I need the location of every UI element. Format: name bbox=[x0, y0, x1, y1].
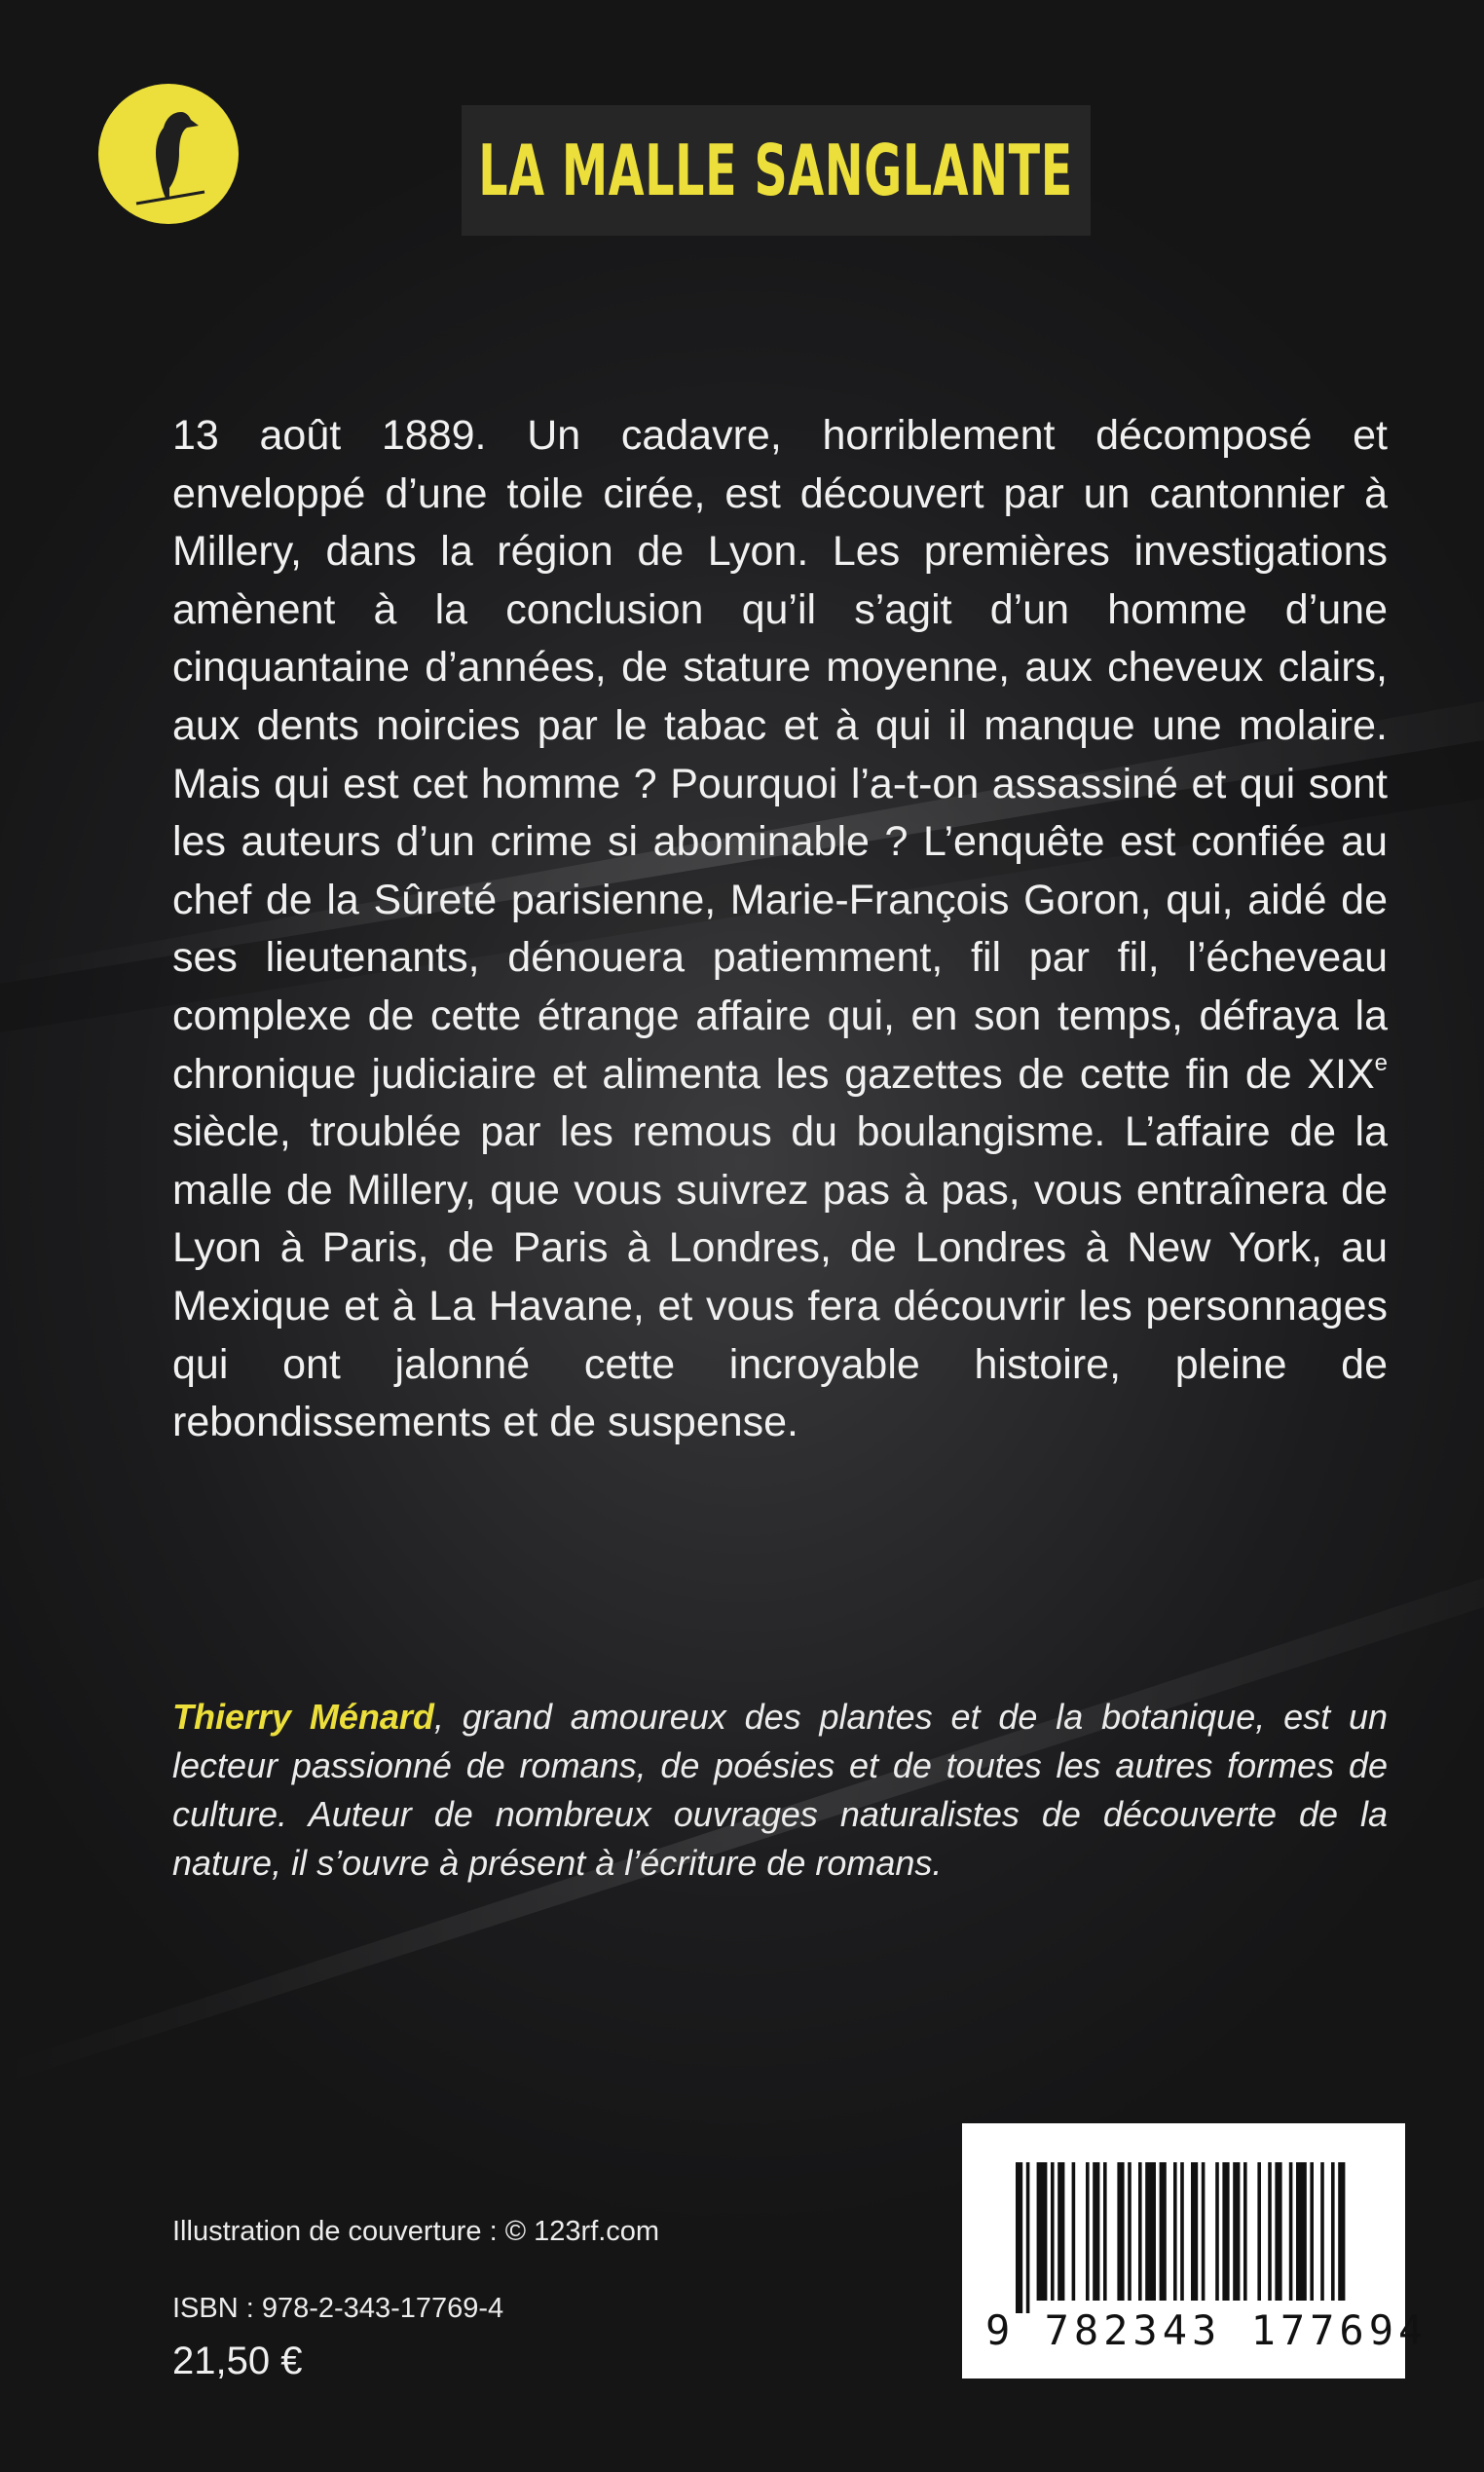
author-bio bbox=[172, 1693, 1388, 1888]
barcode-bar bbox=[1296, 2162, 1307, 2301]
barcode-bar bbox=[1145, 2162, 1156, 2301]
barcode-bar bbox=[1202, 2162, 1206, 2301]
barcode-bar bbox=[1289, 2162, 1293, 2301]
barcode-bar bbox=[1016, 2162, 1022, 2313]
title-banner bbox=[462, 105, 1091, 236]
barcode-bar bbox=[1310, 2162, 1314, 2301]
price: 21,50 € bbox=[172, 2340, 303, 2382]
barcode-bar bbox=[1331, 2162, 1335, 2301]
summary-part-2: siècle, troublée par les remous du boulangisme. L’affaire de la malle de Millery, que vous suivrez pas à pas, vous entraînera de Lyon à Paris, de Paris à Londres, de Londres à New York, au Mexique et à La Havane, et vous fera découvrir les personnages qui ont jalonné cette incroyable histoire, pleine de rebondissements et de suspense. bbox=[172, 1108, 1388, 1446]
century-superscript: e bbox=[1374, 1049, 1388, 1076]
summary-text bbox=[172, 407, 1388, 1452]
barcode-bar bbox=[1160, 2162, 1167, 2301]
publisher-logo bbox=[97, 83, 240, 225]
barcode-bar bbox=[1128, 2162, 1132, 2301]
illustration-credit: Illustration de couverture : © 123rf.com bbox=[172, 2216, 660, 2247]
crow-on-moon-icon bbox=[97, 83, 240, 225]
author-name: Thierry Ménard bbox=[172, 1697, 434, 1737]
barcode-bar bbox=[1215, 2162, 1219, 2301]
barcode-bar bbox=[1086, 2162, 1090, 2301]
barcode-bar bbox=[1275, 2162, 1281, 2301]
barcode-bar bbox=[1117, 2162, 1124, 2301]
author-bio-text: , grand amoureux des plantes et de la botanique, est un lecteur passionné de romans, de poésies et de toutes les autres formes de culture. Auteur de nombreux ouvrages naturalistes de découverte de la nature, il s’ouvre à présent à l’écriture de romans. bbox=[172, 1697, 1388, 1883]
barcode-bar bbox=[1093, 2162, 1099, 2301]
barcode-bar bbox=[1243, 2162, 1247, 2301]
barcode-bar bbox=[1051, 2162, 1055, 2301]
barcode-bar bbox=[1103, 2162, 1107, 2301]
barcode-bar bbox=[1072, 2162, 1076, 2301]
summary-part-1: 13 août 1889. Un cadavre, horriblement décomposé et enveloppé d’une toile cirée, est découvert par un cantonnier à Millery, dans la région de Lyon. Les premières investigations amènent à la conclusion qu’il s’agit d’un homme d’une cinquantaine d’années, de stature moyenne, aux cheveux clairs, aux dents noircies par le tabac et à qui il manque une molaire. Mais qui est cet homme ? Pourquoi l’a-t-on assassiné et qui sont les auteurs d’un crime si abominable ? L’enquête est confiée au chef de la Sûreté parisienne, Marie-François Goron, qui, aidé de ses lieutenants, dénouera patiemment, fil par fil, l’écheveau complexe de cette étrange affaire qui, en son temps, défraya la chronique judiciaire et alimenta les gazettes de cette fin de XIX bbox=[172, 412, 1388, 1098]
barcode-bar bbox=[1026, 2162, 1030, 2313]
isbn: ISBN : 978-2-343-17769-4 bbox=[172, 2293, 504, 2324]
barcode-bar bbox=[1268, 2162, 1272, 2301]
barcode-bar bbox=[1180, 2162, 1184, 2301]
barcode-bar bbox=[1057, 2162, 1064, 2301]
barcode-bar bbox=[1257, 2162, 1261, 2301]
barcode-bar bbox=[1233, 2162, 1240, 2301]
barcode-bar bbox=[1191, 2162, 1198, 2301]
barcode-bar bbox=[1222, 2162, 1229, 2301]
barcode-bar bbox=[1037, 2162, 1048, 2301]
barcode-bar bbox=[1338, 2162, 1345, 2301]
barcode-bar bbox=[1138, 2162, 1142, 2301]
book-title: LA MALLE SANGLANTE bbox=[478, 130, 1074, 211]
barcode-number: 9 782343 177694 bbox=[985, 2306, 1428, 2354]
barcode-bar bbox=[1320, 2162, 1324, 2301]
barcode-bar bbox=[1173, 2162, 1177, 2301]
barcode bbox=[962, 2123, 1428, 2378]
